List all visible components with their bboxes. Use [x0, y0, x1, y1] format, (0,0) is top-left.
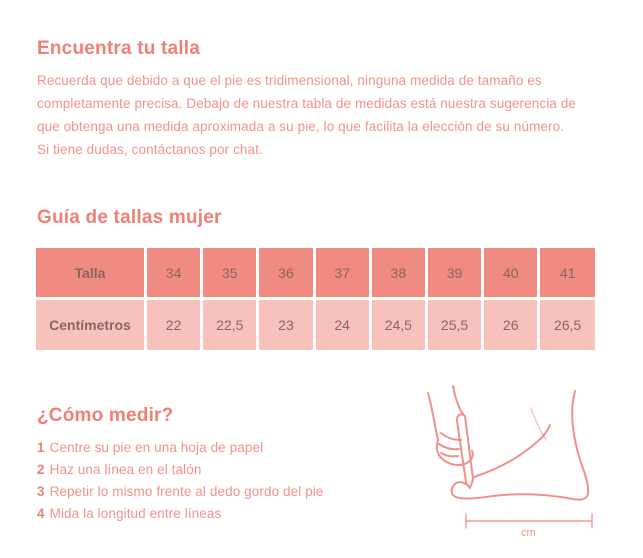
measure-step: [37, 459, 324, 481]
size-cell: 39: [426, 248, 482, 299]
cm-cell: 26: [483, 299, 539, 351]
arm-line: [453, 386, 463, 414]
pen-outline: [457, 414, 473, 488]
step-text: Haz una línea en el talón: [49, 462, 202, 477]
table-row-centimeters: [36, 299, 595, 351]
find-size-intro: [37, 69, 576, 161]
size-cell: 34: [146, 248, 202, 299]
table-row-sizes: [36, 248, 595, 299]
cm-cell: 23: [258, 299, 314, 351]
cm-cell: 25,5: [426, 299, 482, 351]
intro-line: completamente precisa. Debajo de nuestra tabla de medidas está nuestra sugerencia de: [37, 96, 576, 111]
finger-line: [439, 444, 459, 449]
leg-back-line: [572, 391, 588, 493]
cm-label: cm: [521, 527, 536, 539]
find-size-title: Encuentra tu talla: [37, 38, 201, 59]
arm-line: [428, 393, 438, 440]
step-number: 4: [37, 506, 45, 521]
size-cell: 41: [539, 248, 595, 299]
measure-step: [37, 481, 324, 503]
intro-line: Si tiene dudas, contáctanos por chat.: [37, 142, 263, 157]
measure-steps-list: [37, 437, 324, 525]
measure-step: [37, 503, 324, 525]
finger-line: [441, 453, 458, 456]
step-number: 2: [37, 462, 45, 477]
step-text: Repetir lo mismo frente al dedo gordo del pie: [49, 484, 324, 499]
foot-top-line: [474, 425, 550, 477]
cm-cell: 26,5: [539, 299, 595, 351]
cm-cell: 22: [146, 299, 202, 351]
size-cell: 38: [370, 248, 426, 299]
step-number: 3: [37, 484, 45, 499]
foot-measurement-illustration: [408, 383, 608, 541]
size-cell: 36: [258, 248, 314, 299]
step-text: Mida la longitud entre líneas: [49, 506, 222, 521]
size-cell: 35: [202, 248, 258, 299]
cm-cell: 24: [314, 299, 370, 351]
intro-line: que obtenga una medida aproximada a su pie, lo que facilita la elección de su número.: [37, 119, 565, 134]
how-to-measure-title: ¿Cómo medir?: [37, 405, 174, 426]
size-guide-title: Guía de tallas mujer: [37, 207, 222, 228]
cm-cell: 22,5: [202, 299, 258, 351]
row-header-centimetros: Centímetros: [36, 299, 146, 351]
size-cell: 37: [314, 248, 370, 299]
intro-line: Recuerda que debido a que el pie es tridimensional, ninguna medida de tamaño es: [37, 73, 542, 88]
step-text: Centre su pie en una hoja de papel: [49, 440, 264, 455]
row-header-talla: Talla: [36, 248, 146, 299]
measure-step: [37, 437, 324, 459]
step-number: 1: [37, 440, 45, 455]
women-size-table: [36, 248, 595, 350]
size-cell: 40: [483, 248, 539, 299]
ankle-line: [531, 408, 546, 440]
cm-cell: 24,5: [370, 299, 426, 351]
sole-line: [456, 493, 588, 500]
